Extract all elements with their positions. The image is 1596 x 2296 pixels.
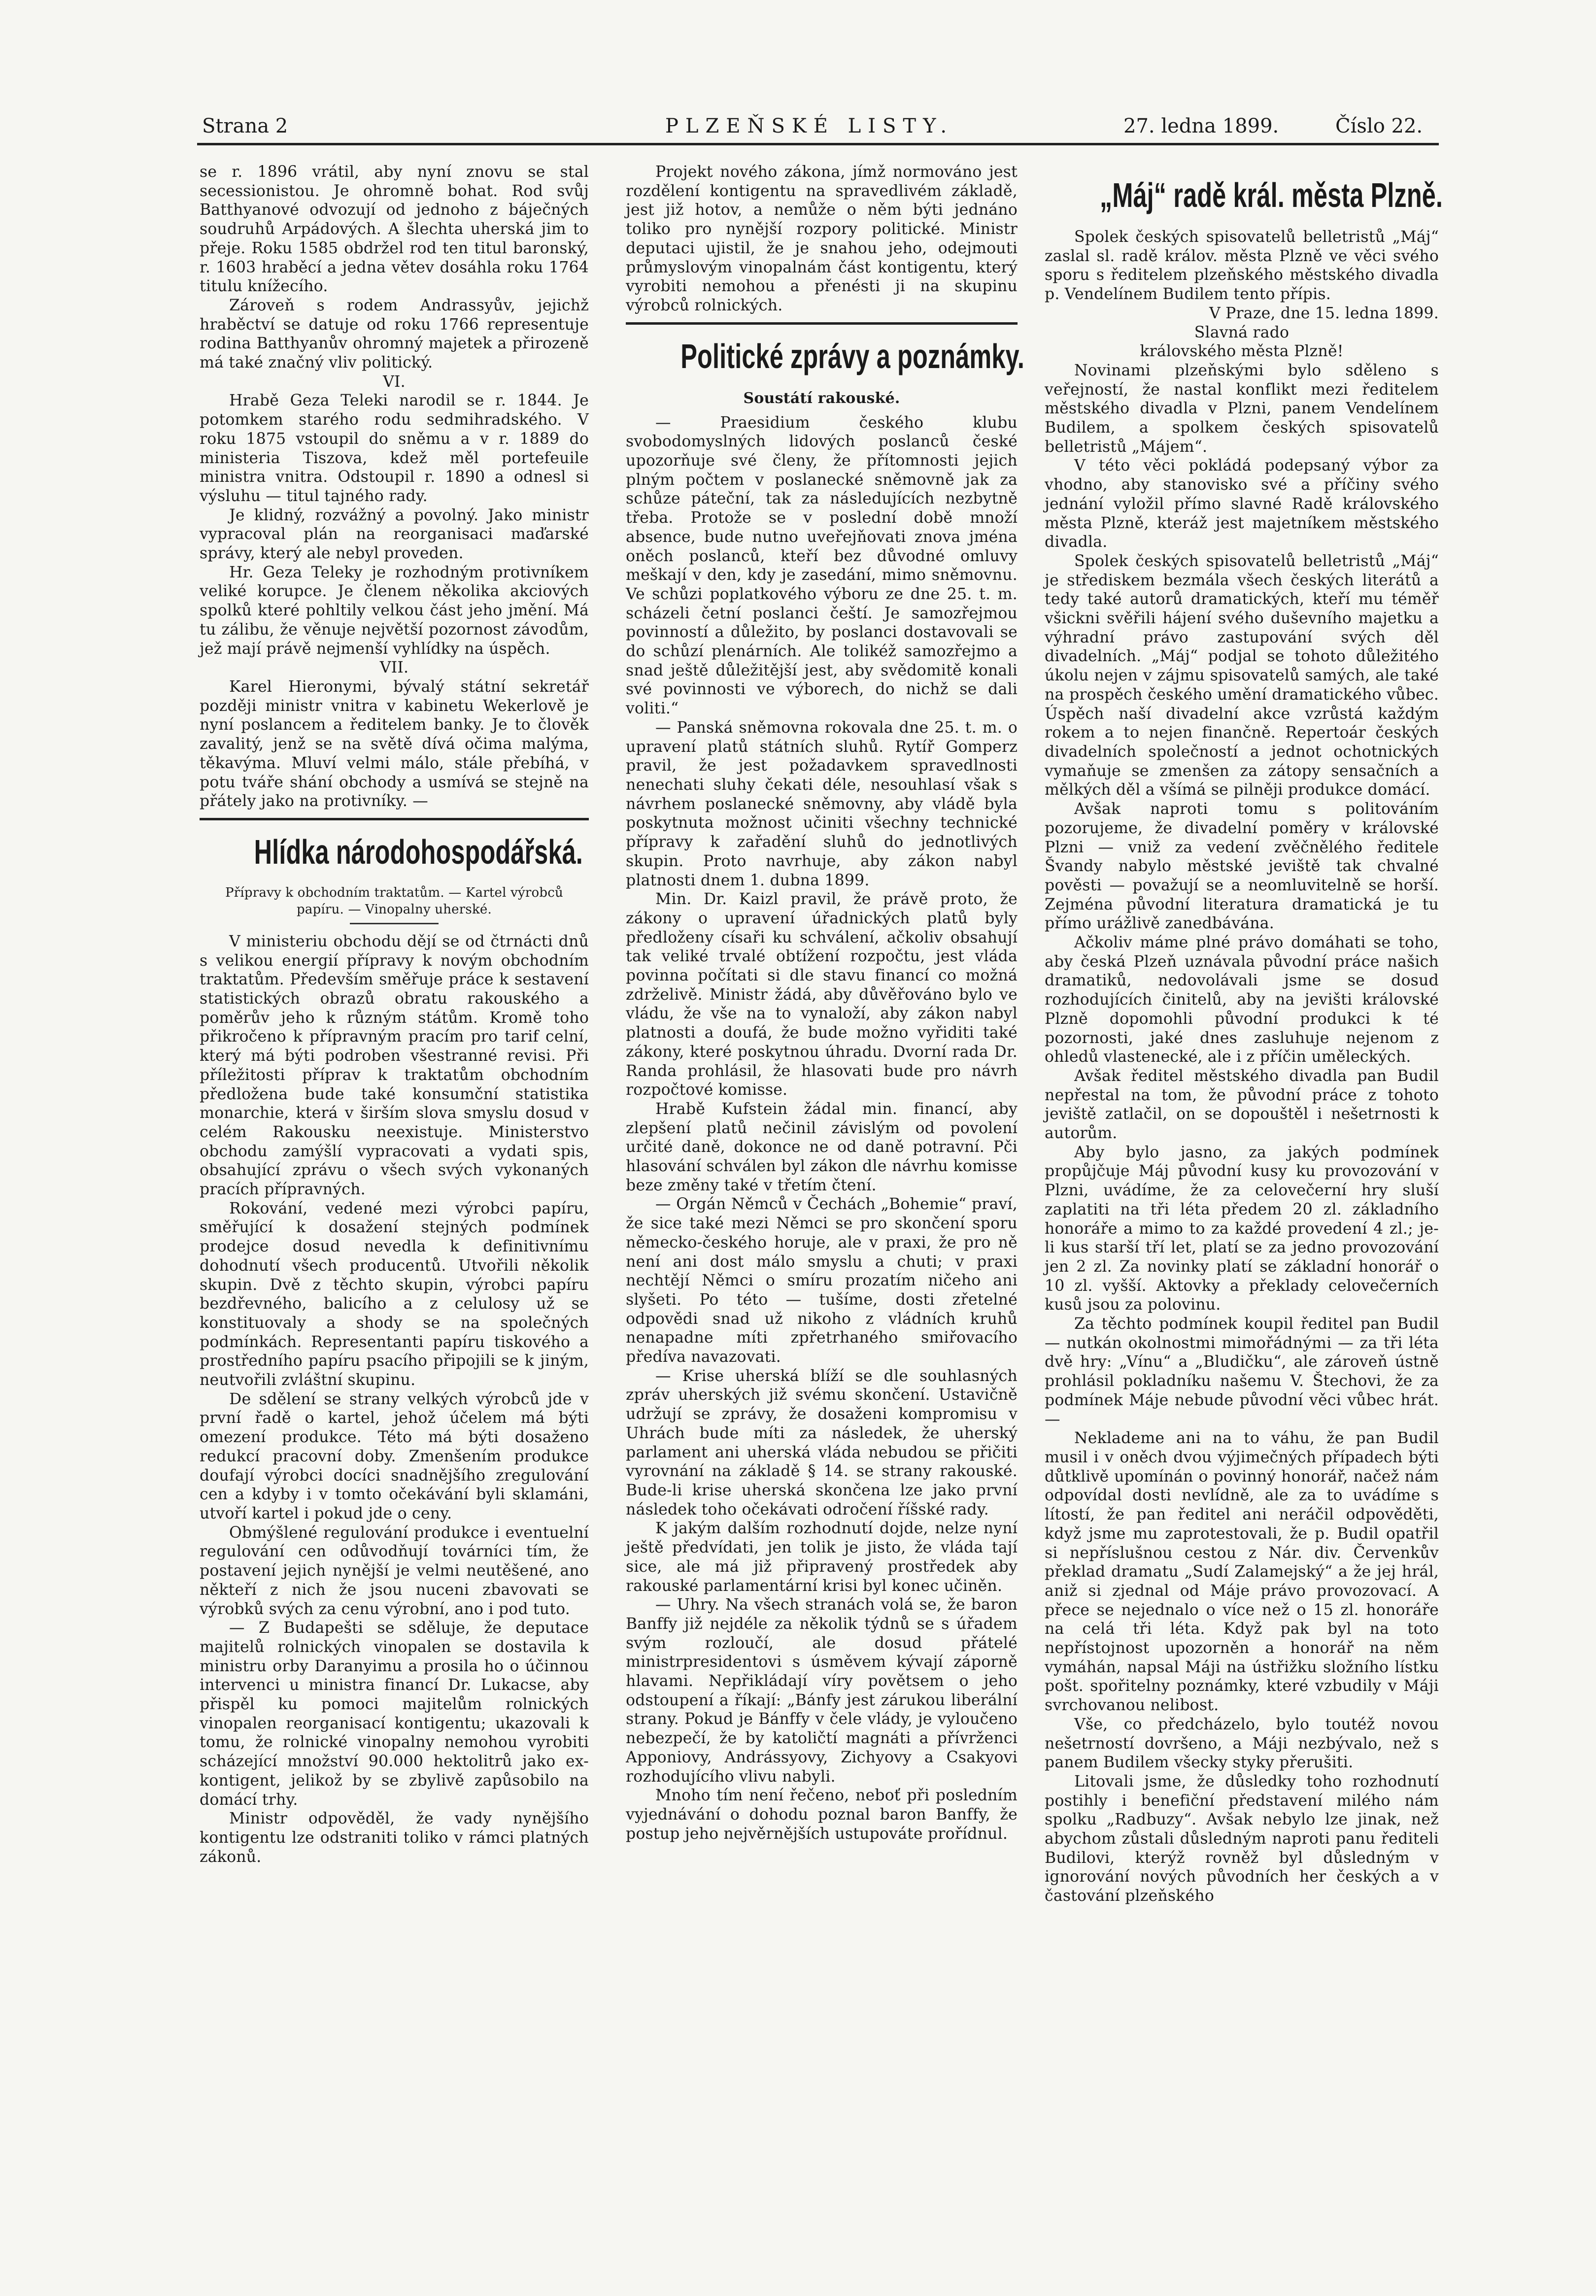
article-paragraph: Zároveň s rodem Andrassyův, jejichž hraběctví se datuje od roku 1766 representuje rodina Batthyanův ohromný majetek a přirozeně má také značný vliv politický. <box>200 296 589 372</box>
header-rule <box>197 143 1439 145</box>
article-paragraph: — Z Budapešti se sděluje, že deputace majitelů rolnických vinopalen se dostavila k ministru orby Daranyimu a prosila ho o účinnou intervenci u ministra financí Dr. Lukacse, aby přispěl ku pomoci majitelům rolnických vinopalen reorganisací kontigentu; ukazovali k tomu, že rolnické vinopalny nemohou vyrobiti scházející množství 90.000 hektolitrů jako ex-kontigent, jelikož by se zbylivě zapůsobilo na domácí trhy. <box>200 1619 589 1809</box>
article-paragraph: K jakým dalším rozhodnutí dojde, nelze nyní ještě předvídati, jen tolik je jisto, že vláda tají sice, ale má již připravený prostředek aby rakouské parlamentární krisi byl konec učiněn. <box>626 1519 1018 1595</box>
article-paragraph: V této věci pokládá podepsaný výbor za vhodno, aby stanovisko své a příčiny svého jednání vyložil přímo slavné Radě královského města Plzně, kteráž jest majetníkem městského divadla. <box>1045 457 1439 551</box>
article-paragraph: Novinami plzeňskými bylo sděleno s veřejností, že nastal konflikt mezi ředitelem městského divadla v Plzni, panem Vendelínem Budilem, a spolkem českých spisovatelů belletristů „Májem“. <box>1045 361 1439 456</box>
article-paragraph: Karel Hieronymi, bývalý státní sekretář později ministr vnitra v kabinetu Wekerlově je nyní poslancem a ředitelem banky. Je to člověk zavalitý, jenž se na světě dívá očima malýma, těkavýma. Mluví velmi málo, stále přebíhá, v potu tváře shání obchody a usmívá se stejně na přátely jako na protivníky. — <box>200 677 589 810</box>
article-paragraph: Je klidný, rozvážný a povolný. Jako ministr vypracoval plán na reorganisaci maďarské správy, který ale nebyl proveden. <box>200 506 589 563</box>
article-paragraph: se r. 1896 vrátil, aby nyní znovu se stal secessionistou. Je ohromně bohat. Rod svůj Batthyanové odvozují od jednoho z báječných soudruhů Arpádových. A šlechta uherská jim to přeje. Roku 1585 obdržel rod ten titul baronský, r. 1603 hraběcí a jedna větev dosáhla roku 1764 titulu knížecího. <box>200 163 589 296</box>
issue-number: Číslo 22. <box>1335 115 1423 137</box>
article-paragraph: De sdělení se strany velkých výrobců jde v první řadě o kartel, jehož účelem má býti omezení produkce. Této má býti dosaženo redukcí pracovní doby. Zmenšením produkce doufají výrobci docíci snadnějšího zregulování cen a kdyby i v tomto očekávání byli sklamáni, utvoří kartel i pokud jde o ceny. <box>200 1390 589 1522</box>
section-numeral: VII. <box>379 659 409 677</box>
page-label: Strana 2 <box>202 115 288 137</box>
column-1 <box>200 163 589 1866</box>
article-paragraph: Spolek českých spisovatelů belletristů „Máj“ je střediskem bezmála všech českých literátů a tedy také autorů dramatických, kteří mu téměř všickni svěřili hájení svého duševního majetku a výhradní právo zastupování svých děl divadelních. „Máj“ podjal se tohoto důležitého úkolu nejen v zájmu spisovatelů samých, ale také na prospěch českého umění dramatického vůbec. Úspěch naší divadelní akce vzrůstá každým rokem a to nejen finančně. Repertoár českých divadelních společností a jednot ochotnických vymaňuje se zmenšen za zátopy sensačních a mělkých děl a všímá se pilněji produkce domácí. <box>1045 552 1439 799</box>
article-paragraph: Spolek českých spisovatelů belletristů „Máj“ zaslal sl. radě králov. města Plzně ve věci svého sporu s ředitelem plzeňského městského divadla p. Vendelínem Budilem tento přípis. <box>1045 228 1439 304</box>
topics-divider <box>350 923 439 924</box>
section-topics <box>200 884 589 924</box>
salutation: Slavná rado <box>1194 323 1290 341</box>
article-paragraph: — Orgán Němců v Čechách „Bohemie“ praví, že sice také mezi Němci se pro skončení sporu německo-českého horuje, ale v praxi, že pro ně není ani dost málo smyslu a chuti; v praxi nechtějí Němci o smíru prozatím ničeho ani slyšeti. Po této — tušíme, dosti zřetelné odpovědi snad už nikoho z vládních kruhů nenapadne míti zpřetrhaného smiřovacího předíva navazovati. <box>626 1195 1018 1366</box>
article-paragraph: — Uhry. Na všech stranách volá se, že baron Banffy již nejdéle za několik týdnů se s úřadem svým rozloučí, ale dosud přátelé ministrpresidentovi s úsměvem kývají záporně hlavami. Nepřikládají víry povětsem o jeho odstoupení a říkají: „Bánfy jest zárukou liberální strany. Pokud je Bánffy v čele vlády, je vyloučeno nebezpečí, že by katoličtí magnáti a přívrženci Apponiovy, Andrássyovy, Zichyovy a Csakyovi rozhodujícího vlivu nabyli. <box>626 1596 1018 1786</box>
article-paragraph: Mnoho tím není řečeno, neboť při posledním vyjednávání o dohodu poznal baron Banffy, že postup jeho nejvěrnějších ustupováte prořídnul. <box>626 1787 1018 1843</box>
article-paragraph: Projekt nového zákona, jímž normováno jest rozdělení kontigentu na spravedlivém základě, jest již hotov, a nemůže o něm býti jednáno toliko pro nynější rozpory politické. Ministr deputaci ujistil, že je snahou jeho, odejmouti průmyslovým vinopalnám část kontigentu, který vyrobiti nemohou a přenésti ji na skupinu výrobců rolnických. <box>626 163 1018 314</box>
article-paragraph: Ačkoliv máme plné právo domáhati se toho, aby česká Plzeň uznávala původní práce našich dramatiků, nedovolávali jsme se dosud rozhodujících činitelů, aby na jevišti královské Plzně dopomohli původní produkci k té pozornosti, jaké dnes zasluhuje nejenom z ohledů vlastenecké, ale i z příčin uměleckých. <box>1045 934 1439 1066</box>
article-paragraph: — Krise uherská blíží se dle souhlasných zpráv uherských již svému skončení. Ustavičně udržují se zprávy, že dosaženi kompromisu v Uhrách bude míti za následek, že uherský parlament ani uherská vláda nebudou se přičiti vyrovnání na základě § 14. se strany rakouské. Bude-li krise uherská skončena lze jako první následek toho očekávati odročení říšské rady. <box>626 1367 1018 1519</box>
article-paragraph: V ministeriu obchodu dějí se od čtrnácti dnů s velikou energií přípravy k novým obchodním traktatům. Především směřuje práce k sestavení statistických obrazů obratu rakouského a poměrův jeho k různým státům. Kromě toho přikročeno k přípravným pracím pro tarif celní, který má býti podroben všestranné revisi. Při příležitosti příprav k traktatům obchodním předložena bude také konsumční statistika monarchie, která v širším slova smyslu dosud v celém Rakousku neexistuje. Ministerstvo obchodu zamýšlí vypracovati a vydati spis, obsahující zprávu o všech svých vykonaných pracích přípravných. <box>200 932 589 1199</box>
article-paragraph: Rokování, vedené mezi výrobci papíru, směřující k dosažení stejných podmínek prodejce dosud nevedla k definitivnímu dohodnutí všech producentů. Utvořili několik skupin. Dvě z těchto skupin, výrobci papíru bezdřevného, balicího a z celulosy už se konstituovaly a shody se na společných podmínkách. Representanti papíru tiskového a prostředního papíru psacího připojili se k jiným, neutvořili zvláštní skupinu. <box>200 1199 589 1389</box>
article-paragraph: Aby bylo jasno, za jakých podmínek propůjčuje Máj původní kusy ku provozování v Plzni, uvádíme, že za celovečerní hry sluší zaplatiti na tři léta předem 20 zl. základního honoráře a mimo to za každé provedení 4 zl.; je-li kus starší tří let, platí se za jedno provozování jen 2 zl. Za novinky platí se základní honorář o 10 zl. vyšší. Aktovky a překlady celovečerních kusů jsou za polovinu. <box>1045 1143 1439 1314</box>
article-paragraph: — Praesidium českého klubu svobodomyslných lidových poslanců české upozorňuje své členy, že přítomnosti jejich plným počtem v poslanecké sněmovně jak za schůze páteční, tak za následujících nezbytně třeba. Protože se v poslední době množí absence, bude nutno uveřejňovati znova jména oněch poslanců, kteří bez důvodné omluvy meškají v den, kdy je zasedání, mimo sněmovnu. Ve schůzi poplatkového výboru ze dne 25. t. m. scházeli četní poslanci čeští. Je samozřejmou povinností a důležito, by poslanci dostavovali se do schůzí plenárních. Ale tolikéž samozřejmo a snad ještě důležitější jest, aby svědomitě konali své povinnosti ve výborech, do nichž se dali voliti.“ <box>626 413 1018 718</box>
salutation: královského města Plzně! <box>1140 342 1344 361</box>
issue-date: 27. ledna 1899. <box>1123 115 1279 137</box>
article-paragraph: Min. Dr. Kaizl pravil, že právě proto, že zákony o upravení úřadnických platů byly předloženy císaři ku schválení, ačkoliv obsahují tak veliké trvalé obtížení rozpočtu, jest vláda povinna počítati si dle stavu financí co možná zdrželivě. Ministr žádá, aby důvěřováno bylo ve vládu, že vše na to vynaloží, aby zákon nabyl platnosti a doufá, že bude možno vyřiditi také zákony, které poskytnou úhradu. Dvorní rada Dr. Randa prohlásil, že hlasovati bude pro návrh rozpočtové komisse. <box>626 890 1018 1099</box>
article-paragraph: — Panská sněmovna rokovala dne 25. t. m. o upravení platů státních sluhů. Rytíř Gomperz pravil, že jest požadavkem spravedlnosti nenechati sluhy čekati déle, nesouhlasí však s návrhem poslanecké sněmovny, aby vládě byla poskytnuta možnost učiniti všechny technické přípravy k zařadění sluhů do jednotlivých skupin. Proto navrhuje, aby zákon nabyl platnosti dnem 1. dubna 1899. <box>626 718 1018 889</box>
article-paragraph: Hrabě Geza Teleki narodil se r. 1844. Je potomkem starého rodu sedmihradského. V roku 1875 vstoupil do sněmu a v r. 1889 do ministeria Tiszova, kdež měl portefeuile ministra vnitra. Odstoupil r. 1890 a odnesl si výsluhu — titul tajného rady. <box>200 392 589 505</box>
article-paragraph: Ministr odpověděl, že vady nynějšího kontigentu lze odstraniti toliko v rámci platných zákonů. <box>200 1810 589 1866</box>
section-divider <box>200 818 589 820</box>
article-paragraph: Vše, co předcházelo, bylo toutéž novou nešetrností dovršeno, a Máji nezbývalo, než s panem Budilem všecky styky přerušiti. <box>1045 1715 1439 1772</box>
subsection-heading: Soustátí rakouské. <box>743 389 900 407</box>
section-headline: Politické zprávy a poznámky. <box>680 337 1025 375</box>
masthead: PLZEŇSKÉ LISTY. <box>665 115 954 137</box>
article-paragraph: Neklademe ani na to váhu, že pan Budil musil i v oněch dvou výjimečných případech býti důtklivě upomínán o povinný honorář, načež nám odpovídal dosti nevlídně, ale za to uvádíme s lítostí, že pan ředitel ani neráčil odpověděti, když jsme mu zaprotestovali, že p. Budil opatřil si nepříslušnou cestou z Nár. div. Červenkův překlad dramatu „Sudí Zalamejský“ a že jej hrál, aniž si zjednal od Máje právo provozovací. A přece se nejednalo o více než o 15 zl. honoráře na celá tři léta. Když pak byl na toto nepřístojnost upozorněn a honorář na něm vymáhán, napsal Máji na ústřižku složního lístku pošt. spořitelny poznámky, které vzbudily v Máji svrchovanou nelibost. <box>1045 1429 1439 1715</box>
section-divider <box>626 322 1018 325</box>
article-headline: „Máj“ radě král. města Plzně. <box>1100 176 1443 214</box>
column-2 <box>626 163 1025 1843</box>
article-paragraph: Avšak ředitel městského divadla pan Budil nepřestal na tom, že původní práce z tohoto jeviště zatlačil, on se dopouštěl i nešetrnosti k autorům. <box>1045 1067 1439 1143</box>
article-paragraph: Avšak naproti tomu s politováním pozorujeme, že divadelní poměry v královské Plzni — vniž za vedení zvěčnělého ředitele Švandy nabylo městské jeviště tak chvalné pověsti — považují se a neomluvitelně se horší. Zejména původní literatura dramatická je tu přímo urážlivě zanedbávána. <box>1045 800 1439 933</box>
article-paragraph: Litovali jsme, že důsledky toho rozhodnutí postihly i benefiční představení milého nám spolku „Radbuzy“. Avšak nebylo lze jinak, než abychom zůstali důsledným naproti panu řediteli Budilovi, kterýž rovněž byl důsledným v ignorování nových původních her českých a v častování plzeňského <box>1045 1772 1439 1905</box>
article-paragraph: Za těchto podmínek koupil ředitel pan Budil — nutkán okolnostmi mimořádnými — za tři léta dvě hry: „Vínu“ a „Bludičku“, ale zároveň ústně prohlásil pokladníku našemu V. Štechovi, že za podmínek Máje nebude původní věci vůbec hrát. — <box>1045 1315 1439 1428</box>
column-3 <box>1045 163 1443 1906</box>
article-paragraph: Obmýšlené regulování produkce i eventuelní regulování cen odůvodňují továrníci tím, že postavení jejich nynější je velmi neutěšené, ano někteří z nich že jsou nuceni zbavovati se výrobků svých za cenu výrobní, ano i pod tuto. <box>200 1523 589 1618</box>
dateline: V Praze, dne 15. ledna 1899. <box>1209 304 1439 322</box>
section-numeral: VI. <box>383 372 406 391</box>
topics-text: Přípravy k obchodním traktatům. — Kartel výrobců papíru. — Vinopalny uherské. <box>225 885 563 917</box>
article-paragraph: Hr. Geza Teleky je rozhodným protivníkem veliké korupce. Je členem několika akciových spolků které pohltily velkou část jeho jmění. Má tu zálibu, že věnuje největší pozornost závodům, jež mají právě nejmenší vyhlídky na úspěch. <box>200 563 589 658</box>
article-paragraph: Hrabě Kufstein žádal min. financí, aby zlepšení platů nečinil závislým od povolení určité daně, dokonce ne od daně potravní. Pči hlasování schválen byl zákon dle návrhu komisse beze změny také v třetím čtení. <box>626 1100 1018 1194</box>
section-headline: Hlídka národohospodářská. <box>254 832 583 871</box>
